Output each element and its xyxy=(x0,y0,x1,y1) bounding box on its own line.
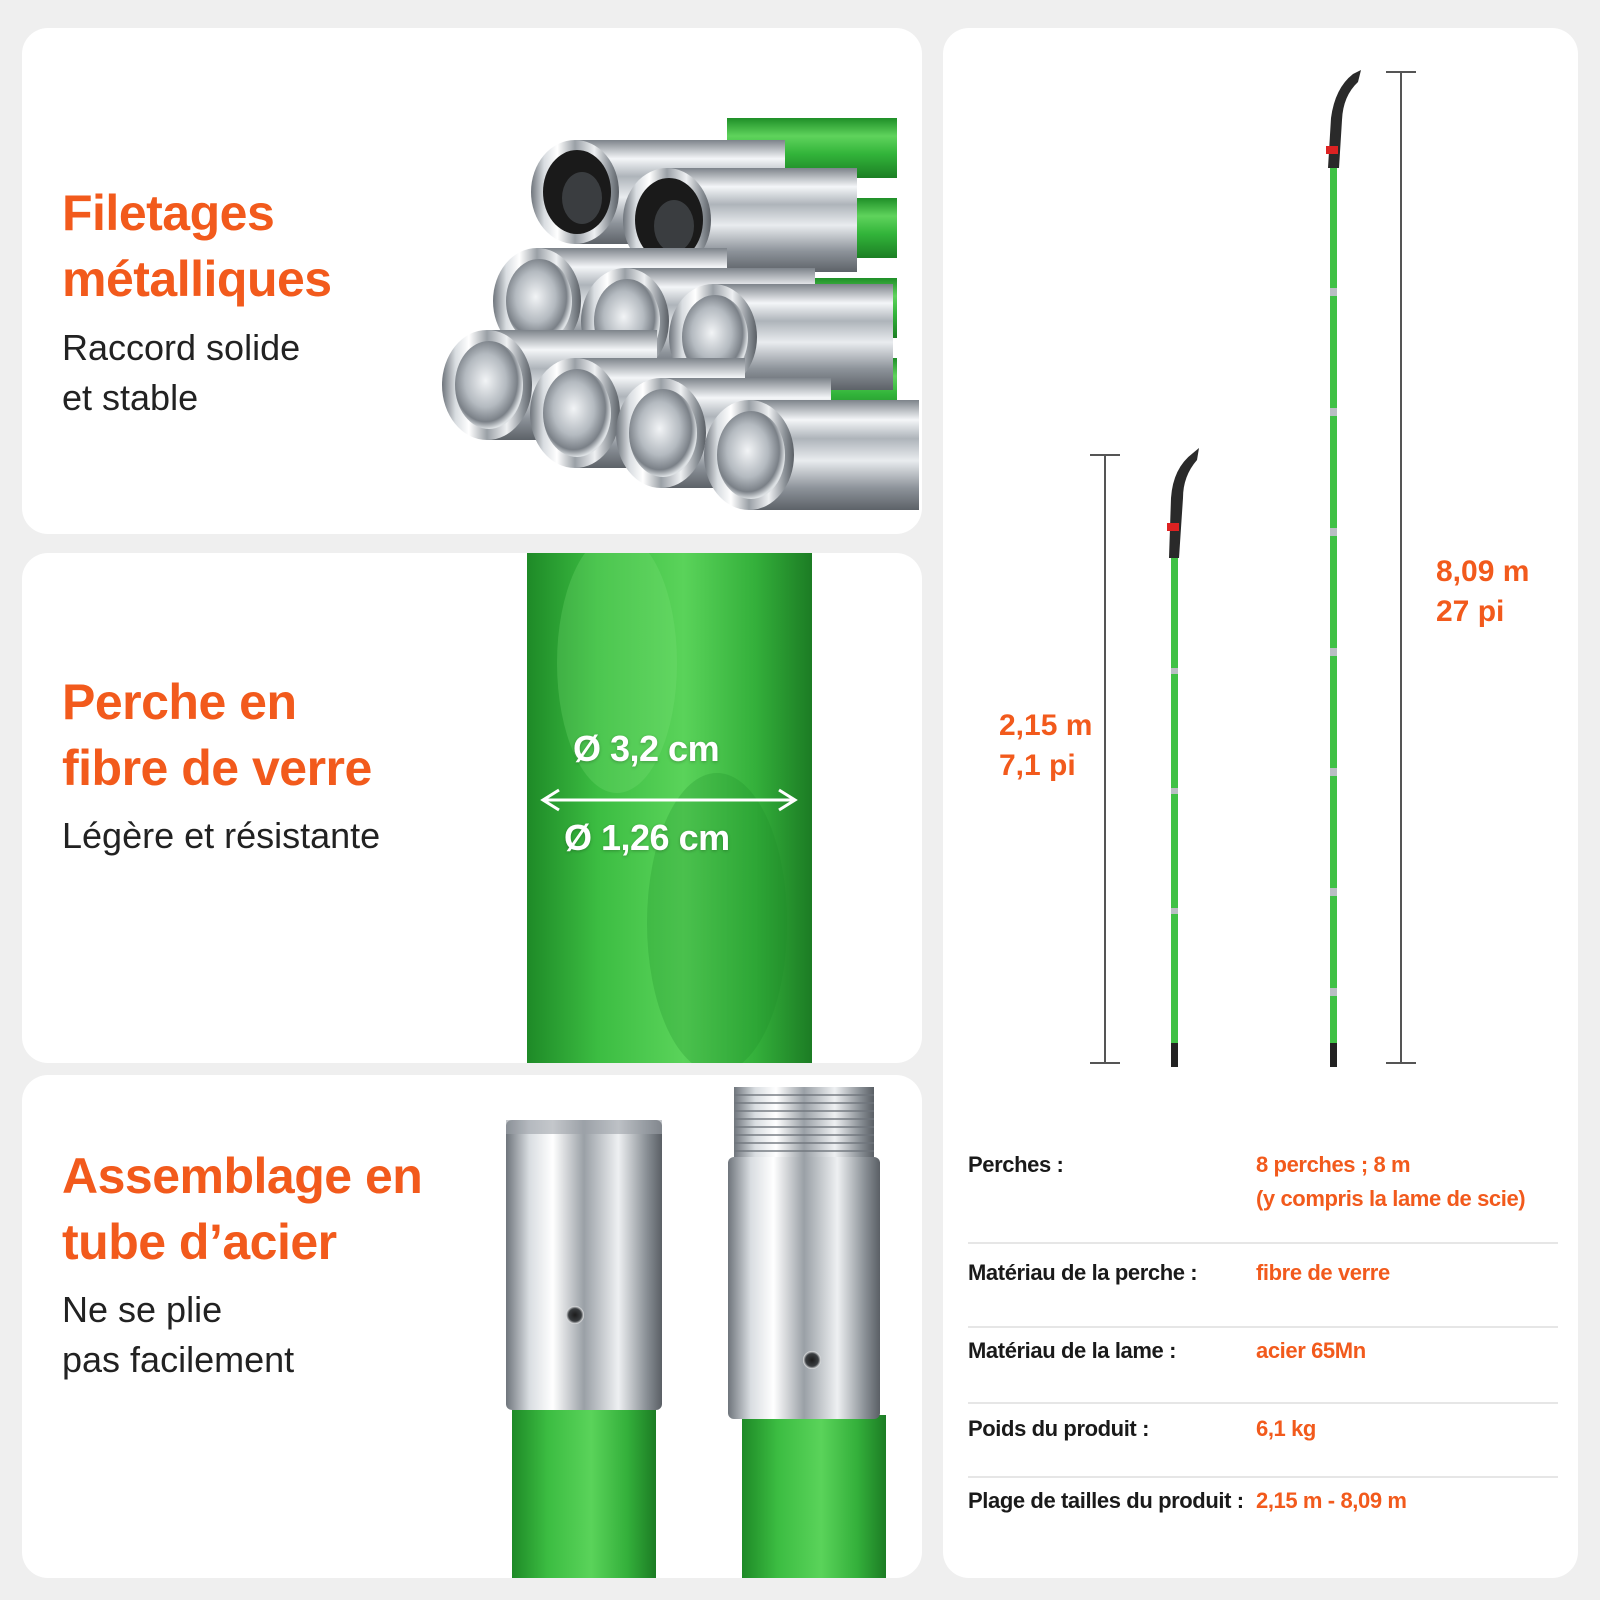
long-pole-saw xyxy=(1326,70,1361,1067)
pole-subtitle: Légère et résistante xyxy=(62,815,381,856)
spec-label-size-range: Plage de tailles du produit : xyxy=(968,1488,1244,1513)
pole-title: Perche en fibre de verre xyxy=(62,674,372,796)
spec-row-size-range xyxy=(968,1488,1558,1538)
short-height-metric: 2,15 m xyxy=(999,709,1093,742)
outer-diameter-label: Ø 3,2 cm xyxy=(573,728,720,769)
tube-card xyxy=(22,1075,922,1578)
spec-row-pole-material xyxy=(968,1260,1558,1328)
long-height-metric: 8,09 m xyxy=(1436,555,1530,588)
threads-subtitle: Raccord solide et stable xyxy=(62,327,301,418)
spec-label-poles: Perches : xyxy=(968,1152,1064,1177)
inner-diameter-label: Ø 1,26 cm xyxy=(564,817,730,858)
short-height-marker xyxy=(1090,455,1120,1063)
spec-label-weight: Poids du produit : xyxy=(968,1416,1149,1441)
spec-value-pole-material: fibre de verre xyxy=(1256,1260,1390,1285)
threads-title: Filetages métalliques xyxy=(62,185,332,307)
threads-card xyxy=(22,28,922,534)
spec-label-pole-material: Matériau de la perche : xyxy=(968,1260,1198,1285)
steel-tube-image xyxy=(472,1075,892,1578)
long-height-marker xyxy=(1386,72,1416,1063)
tube-title: Assemblage en tube d’acier xyxy=(62,1148,423,1270)
pole-card xyxy=(22,553,922,1063)
spec-value-poles: 8 perches ; 8 m xyxy=(1256,1152,1411,1177)
spec-value-blade-material: acier 65Mn xyxy=(1256,1338,1366,1363)
tube-subtitle: Ne se plie pas facilement xyxy=(62,1289,295,1380)
short-height-imperial: 7,1 pi xyxy=(999,749,1076,782)
spec-value-size-range: 2,15 m - 8,09 m xyxy=(1256,1488,1407,1513)
specs-card xyxy=(943,28,1578,1578)
long-height-imperial: 27 pi xyxy=(1436,595,1505,628)
spec-row-poles xyxy=(968,1152,1558,1244)
metal-threads-image xyxy=(427,88,922,533)
fiberglass-pole-image xyxy=(527,553,812,1063)
long-height-label xyxy=(1436,552,1529,632)
spec-label-blade-material: Matériau de la lame : xyxy=(968,1338,1177,1363)
short-height-label xyxy=(999,706,1092,786)
spec-row-blade-material xyxy=(968,1338,1558,1404)
short-pole-saw xyxy=(1167,448,1199,1067)
spec-value-weight: 6,1 kg xyxy=(1256,1416,1316,1441)
spec-row-weight xyxy=(968,1416,1558,1478)
spec-value-poles-note: (y compris la lame de scie) xyxy=(1256,1186,1526,1211)
